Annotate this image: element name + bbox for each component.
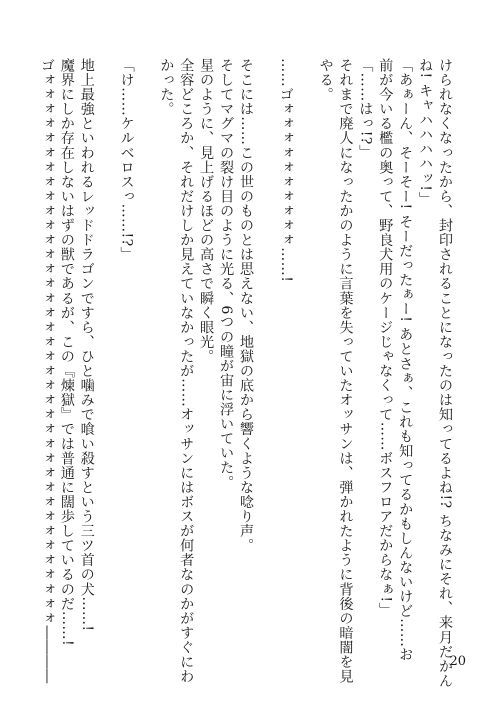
vertical-text-block (38, 58, 454, 688)
text-line: 「け……ケルベロスっ……!?」 (118, 58, 135, 262)
text-line: 星のように、見上げるほどの高さで瞬く眼光。 (198, 58, 215, 364)
text-line: 「……はっ!?」 (357, 58, 374, 160)
text-line: 全容どころか、それだけしか見えていなかったが……オッサンにはボスが何者なのかがすぐにわ (178, 58, 195, 684)
blank-line (295, 58, 315, 664)
text-line: ね! キャハハハハッ!」 (417, 58, 434, 206)
text-line: 「あぁーん、そーそー! そーだったぁー! あとさぁ、これも知ってるかもしんないけど……お (397, 58, 414, 662)
blank-line (96, 58, 116, 664)
text-line: 前が今いる檻の奥って、野良犬用のケージじゃなくって……ボスフロアだからなぁ!」 (377, 58, 394, 617)
text-line: そしてマグマの裂け目のように光る、6つの瞳が宙に浮いていた。 (218, 58, 235, 490)
text-line: ……ゴォォォォォォォォォォ……! (277, 58, 294, 283)
blank-line (136, 58, 156, 664)
text-line: けられなくなったから、封印されることになったのは知ってるよね!? ちなみにそれ、来月だかん (437, 58, 453, 688)
page-number: 20 (449, 654, 466, 669)
text-line: やる。 (317, 58, 334, 102)
blank-line (255, 58, 275, 664)
text-line: そこには……この世のものとは思えない、地獄の底から響くような唸り声。 (237, 58, 254, 553)
text-line: ゴォォォォォォォォォォォォォォォォォォォォォォォォォォォォォォォォォォォォォォ―――― (38, 58, 55, 684)
text-line: 地上最強といわれるレッドドラゴンですら、ひと噛みで喰い殺すという三ツ首の犬……! (78, 58, 95, 632)
text-line: それまで廃人になったかのように言葉を失っていたオッサンは、弾かれたように背後の暗闇を見 (337, 58, 354, 684)
text-line: 魔界にしか存在しないはずの獣であるが、この『煉獄』では普通に闊歩しているのだ……! (58, 58, 75, 647)
text-line: かった。 (158, 58, 175, 117)
